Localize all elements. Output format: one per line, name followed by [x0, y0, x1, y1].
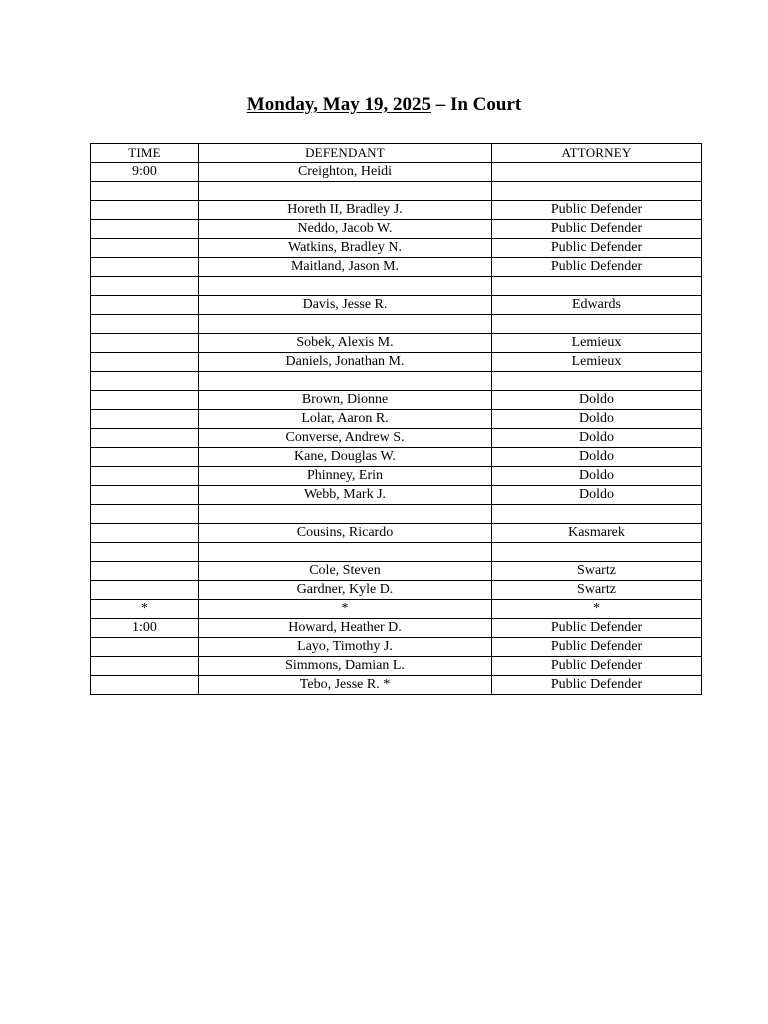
defendant-cell: Kane, Douglas W. — [199, 448, 492, 467]
defendant-cell: Watkins, Bradley N. — [199, 239, 492, 258]
page-title — [0, 92, 768, 118]
defendant-cell: Neddo, Jacob W. — [199, 220, 492, 239]
defendant-cell — [199, 372, 492, 391]
table-row — [91, 239, 702, 258]
table-row — [91, 657, 702, 676]
table-row — [91, 163, 702, 182]
attorney-cell: Doldo — [492, 467, 702, 486]
attorney-cell: Doldo — [492, 486, 702, 505]
defendant-cell — [199, 543, 492, 562]
time-cell — [91, 296, 199, 315]
time-cell — [91, 220, 199, 239]
defendant-cell: Davis, Jesse R. — [199, 296, 492, 315]
title-date: Monday, May 19, 2025 — [246, 94, 431, 115]
time-cell — [91, 486, 199, 505]
attorney-cell: Public Defender — [492, 676, 702, 695]
time-cell — [91, 258, 199, 277]
time-cell — [91, 182, 199, 201]
time-cell — [91, 429, 199, 448]
defendant-cell: Webb, Mark J. — [199, 486, 492, 505]
defendant-cell — [199, 315, 492, 334]
attorney-cell: Doldo — [492, 410, 702, 429]
table-row — [91, 562, 702, 581]
title-suffix: – In Court — [430, 94, 522, 115]
time-cell — [91, 201, 199, 220]
time-column-header: TIME — [91, 144, 199, 163]
time-cell — [91, 524, 199, 543]
table-row — [91, 467, 702, 486]
attorney-cell: Swartz — [492, 581, 702, 600]
time-cell — [91, 543, 199, 562]
time-cell — [91, 505, 199, 524]
attorney-cell — [492, 277, 702, 296]
defendant-cell: Tebo, Jesse R. * — [199, 676, 492, 695]
attorney-cell — [492, 543, 702, 562]
table-row — [91, 391, 702, 410]
time-cell — [91, 676, 199, 695]
attorney-cell — [492, 163, 702, 182]
defendant-cell — [199, 505, 492, 524]
table-row — [91, 448, 702, 467]
time-cell — [91, 391, 199, 410]
table-row — [91, 182, 702, 201]
table-row — [91, 619, 702, 638]
table-row — [91, 410, 702, 429]
defendant-cell: Lolar, Aaron R. — [199, 410, 492, 429]
time-cell — [91, 353, 199, 372]
table-row — [91, 315, 702, 334]
time-cell — [91, 448, 199, 467]
table-row — [91, 543, 702, 562]
defendant-cell — [199, 277, 492, 296]
attorney-cell: Edwards — [492, 296, 702, 315]
attorney-cell: Lemieux — [492, 353, 702, 372]
table-row — [91, 220, 702, 239]
time-cell — [91, 239, 199, 258]
attorney-cell — [492, 315, 702, 334]
attorney-cell: Public Defender — [492, 220, 702, 239]
attorney-cell: Public Defender — [492, 619, 702, 638]
time-cell — [91, 638, 199, 657]
defendant-cell: Creighton, Heidi — [199, 163, 492, 182]
table-row — [91, 638, 702, 657]
attorney-cell — [492, 182, 702, 201]
defendant-cell: Howard, Heather D. — [199, 619, 492, 638]
defendant-cell: Layo, Timothy J. — [199, 638, 492, 657]
attorney-cell — [492, 505, 702, 524]
table-row — [91, 581, 702, 600]
time-cell — [91, 467, 199, 486]
defendant-cell: Cole, Steven — [199, 562, 492, 581]
defendant-cell: Cousins, Ricardo — [199, 524, 492, 543]
court-schedule-table — [90, 143, 702, 695]
time-cell: 9:00 — [91, 163, 199, 182]
defendant-cell: Converse, Andrew S. — [199, 429, 492, 448]
table-row — [91, 429, 702, 448]
time-cell — [91, 315, 199, 334]
defendant-cell — [199, 182, 492, 201]
table-row — [91, 334, 702, 353]
attorney-cell — [492, 372, 702, 391]
defendant-cell: Horeth II, Bradley J. — [199, 201, 492, 220]
attorney-cell: Public Defender — [492, 239, 702, 258]
table-row — [91, 201, 702, 220]
schedule-body — [91, 163, 702, 695]
attorney-cell: Public Defender — [492, 638, 702, 657]
defendant-cell: * — [199, 600, 492, 619]
attorney-cell: Kasmarek — [492, 524, 702, 543]
attorney-cell: Public Defender — [492, 657, 702, 676]
defendant-cell: Sobek, Alexis M. — [199, 334, 492, 353]
defendant-cell: Simmons, Damian L. — [199, 657, 492, 676]
table-row — [91, 524, 702, 543]
attorney-cell: * — [492, 600, 702, 619]
table-row — [91, 505, 702, 524]
time-cell — [91, 562, 199, 581]
defendant-cell: Phinney, Erin — [199, 467, 492, 486]
attorney-cell: Doldo — [492, 448, 702, 467]
time-cell — [91, 581, 199, 600]
attorney-column-header: ATTORNEY — [492, 144, 702, 163]
attorney-cell: Public Defender — [492, 201, 702, 220]
time-cell — [91, 657, 199, 676]
time-cell — [91, 372, 199, 391]
table-row — [91, 258, 702, 277]
defendant-cell: Daniels, Jonathan M. — [199, 353, 492, 372]
table-row — [91, 372, 702, 391]
time-cell — [91, 334, 199, 353]
defendant-cell: Gardner, Kyle D. — [199, 581, 492, 600]
table-row — [91, 676, 702, 695]
table-row — [91, 353, 702, 372]
time-cell — [91, 410, 199, 429]
defendant-cell: Maitland, Jason M. — [199, 258, 492, 277]
table-row — [91, 486, 702, 505]
table-row — [91, 600, 702, 619]
table-row — [91, 277, 702, 296]
attorney-cell: Lemieux — [492, 334, 702, 353]
defendant-column-header: DEFENDANT — [199, 144, 492, 163]
attorney-cell: Swartz — [492, 562, 702, 581]
defendant-cell: Brown, Dionne — [199, 391, 492, 410]
attorney-cell: Doldo — [492, 391, 702, 410]
time-cell: * — [91, 600, 199, 619]
attorney-cell: Public Defender — [492, 258, 702, 277]
time-cell — [91, 277, 199, 296]
time-cell: 1:00 — [91, 619, 199, 638]
table-header-row — [91, 144, 702, 163]
attorney-cell: Doldo — [492, 429, 702, 448]
table-row — [91, 296, 702, 315]
